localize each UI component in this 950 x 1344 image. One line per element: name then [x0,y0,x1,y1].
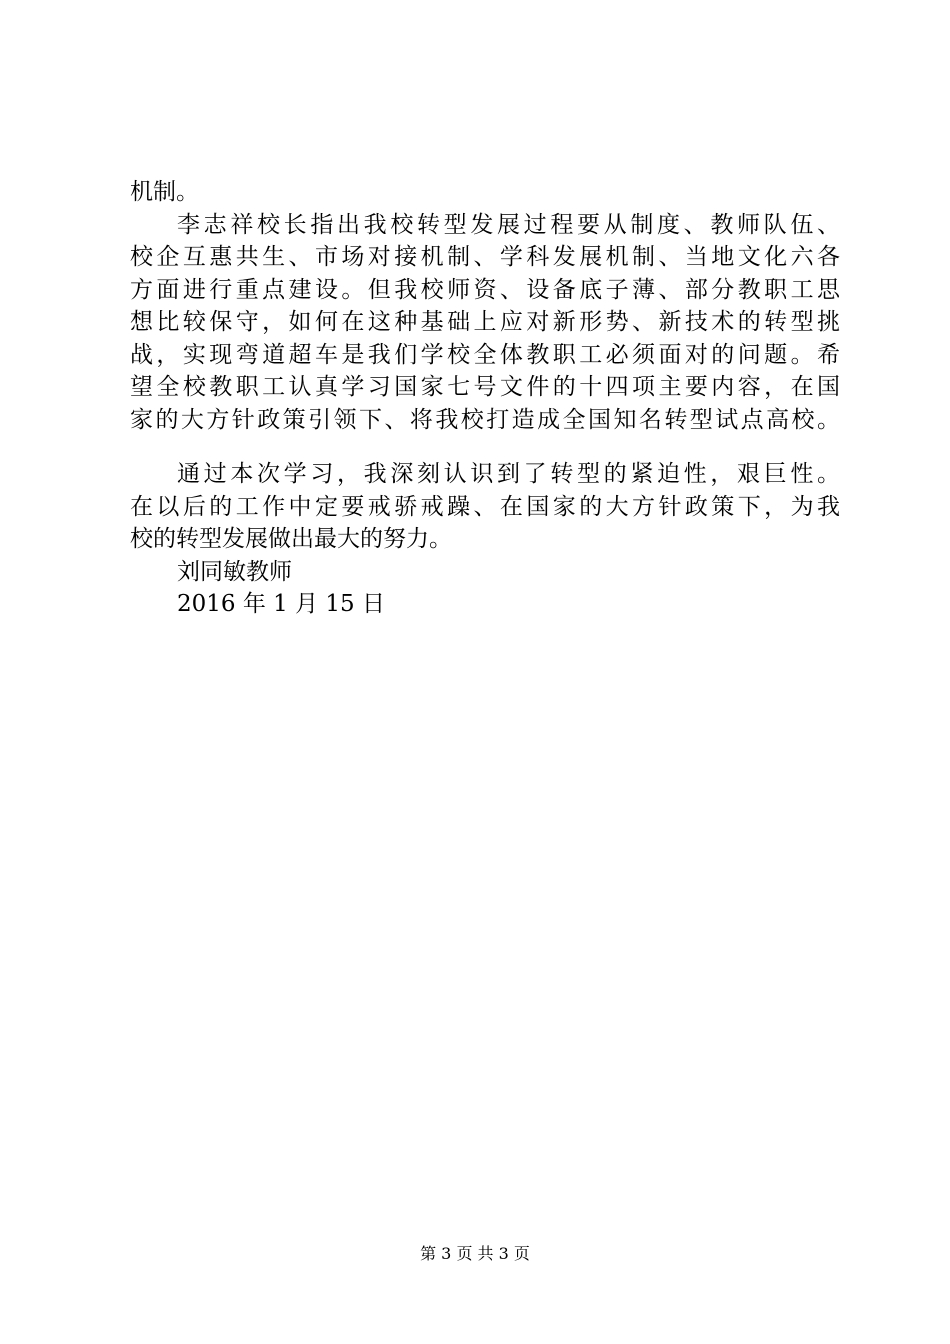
text-line: 李志祥校长指出我校转型发展过程要从制度、教师队伍、 [177,211,840,238]
text-line: 校企互惠共生、市场对接机制、学科发展机制、当地文化六各 [130,244,840,270]
page-number: 第 3 页 共 3 页 [420,1244,530,1263]
text-line: 通过本次学习，我深刻认识到了转型的紧迫性，艰巨性。 [177,461,840,487]
text-line: 方面进行重点建设。但我校师资、设备底子薄、部分教职工思 [130,276,840,303]
paragraph-fragment [130,176,840,209]
text-line: 战，实现弯道超车是我们学校全体教职工必须面对的问题。希 [130,341,840,368]
document-body [130,176,840,621]
paragraph-principal-remarks [130,209,840,437]
date: 2016 年 1 月 15 日 [177,591,385,617]
text-line: 校的转型发展做出最大的努力。 [130,526,452,552]
text-line: 在以后的工作中定要戒骄戒躁、在国家的大方针政策下，为我 [130,493,840,520]
text-line: 家的大方针政策引领下、将我校打造成全国知名转型试点高校。 [130,406,840,433]
paragraph-gap [130,436,840,458]
text-line: 望全校教职工认真学习国家七号文件的十四项主要内容，在国 [130,374,840,400]
page-footer [0,1244,950,1264]
signature: 刘同敏教师 [177,558,292,585]
text-line: 想比较保守，如何在这种基础上应对新形势、新技术的转型挑 [130,309,840,335]
paragraph-conclusion [130,458,840,556]
text-line: 机制。 [130,179,199,205]
